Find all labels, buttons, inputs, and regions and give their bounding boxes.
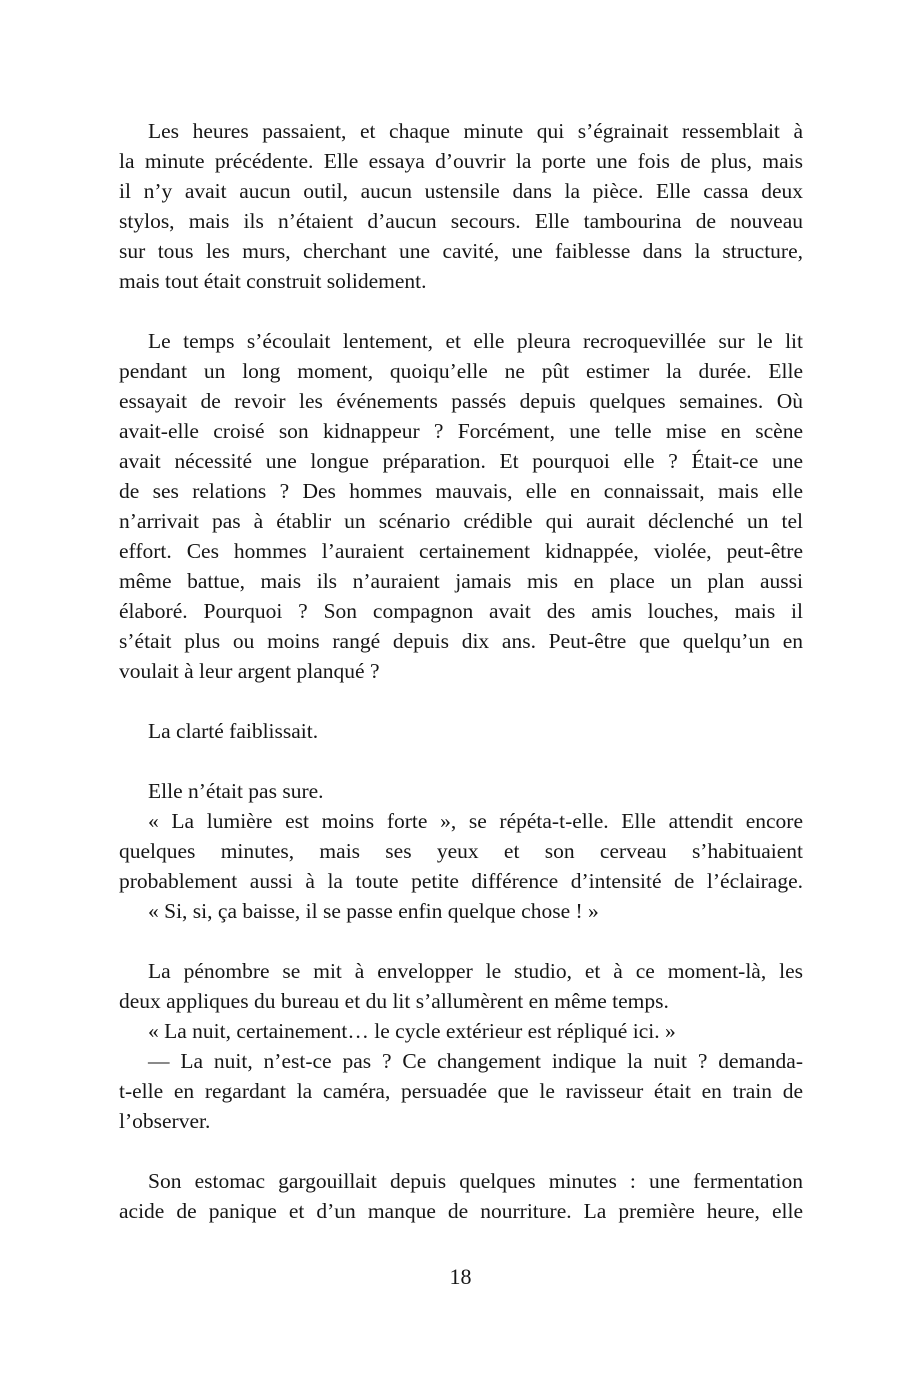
text-line: avait nécessité une longue préparation. Et pourquoi elle ? Était-ce une [119, 449, 803, 473]
page-number: 18 [449, 1264, 472, 1289]
text-line: « La lumière est moins forte », se répéta-t-elle. Elle attendit encore [148, 809, 803, 833]
text-line: avait-elle croisé son kidnappeur ? Forcément, une telle mise en scène [119, 419, 803, 443]
text-line: probablement aussi à la toute petite différence d’intensité de l’éclairage. [119, 869, 803, 893]
text-line: La pénombre se mit à envelopper le studio, et à ce moment-là, les [148, 959, 803, 983]
text-line: même battue, mais ils n’auraient jamais mis en place un plan aussi [119, 569, 803, 593]
paragraph [119, 956, 803, 1016]
paragraph [119, 1046, 803, 1136]
text-line: t-elle en regardant la caméra, persuadée que le ravisseur était en train de [119, 1079, 803, 1103]
text-line: essayait de revoir les événements passés depuis quelques semaines. Où [119, 389, 803, 413]
text-line: la minute précédente. Elle essaya d’ouvrir la porte une fois de plus, mais [119, 149, 803, 173]
text-line: quelques minutes, mais ses yeux et son cerveau s’habituaient [119, 839, 803, 863]
text-line: il n’y avait aucun outil, aucun ustensile dans la pièce. Elle cassa deux [119, 179, 803, 203]
text-line: Les heures passaient, et chaque minute qui s’égrainait ressemblait à [148, 119, 803, 143]
paragraph [119, 896, 803, 926]
text-line: La clarté faiblissait. [148, 719, 319, 743]
paragraph [119, 1166, 803, 1226]
paragraph [119, 806, 803, 896]
text-line: pendant un long moment, quoiqu’elle ne pût estimer la durée. Elle [119, 359, 803, 383]
text-line: « La nuit, certainement… le cycle extérieur est répliqué ici. » [148, 1019, 676, 1043]
text-line: s’était plus ou moins rangé depuis dix ans. Peut-être que quelqu’un en [119, 629, 803, 653]
paragraph-gap [119, 746, 803, 776]
text-line: n’arrivait pas à établir un scénario crédible qui aurait déclenché un tel [119, 509, 803, 533]
paragraph [119, 1016, 803, 1046]
text-line: effort. Ces hommes l’auraient certainement kidnappée, violée, peut-être [119, 539, 803, 563]
text-line: Le temps s’écoulait lentement, et elle pleura recroquevillée sur le lit [148, 329, 803, 353]
text-line: sur tous les murs, cherchant une cavité, une faiblesse dans la structure, [119, 239, 803, 263]
text-line: l’observer. [119, 1109, 211, 1133]
text-line: mais tout était construit solidement. [119, 269, 427, 293]
text-line: de ses relations ? Des hommes mauvais, elle en connaissait, mais elle [119, 479, 803, 503]
paragraph-gap [119, 296, 803, 326]
paragraph [119, 116, 803, 296]
paragraph-gap [119, 686, 803, 716]
text-line: « Si, si, ça baisse, il se passe enfin quelque chose ! » [148, 899, 599, 923]
paragraph-gap [119, 1136, 803, 1166]
paragraph [119, 326, 803, 686]
text-line: deux appliques du bureau et du lit s’allumèrent en même temps. [119, 989, 669, 1013]
text-line: Elle n’était pas sure. [148, 779, 324, 803]
text-line: — La nuit, n’est-ce pas ? Ce changement indique la nuit ? demanda- [148, 1049, 803, 1073]
text-line: Son estomac gargouillait depuis quelques minutes : une fermentation [148, 1169, 803, 1193]
text-line: élaboré. Pourquoi ? Son compagnon avait des amis louches, mais il [119, 599, 803, 623]
text-line: stylos, mais ils n’étaient d’aucun secours. Elle tambourina de nouveau [119, 209, 803, 233]
paragraph-gap [119, 926, 803, 956]
paragraph [119, 716, 803, 746]
page-body [119, 116, 803, 1226]
text-line: voulait à leur argent planqué ? [119, 659, 380, 683]
text-line: acide de panique et d’un manque de nourriture. La première heure, elle [119, 1199, 803, 1223]
paragraph [119, 776, 803, 806]
